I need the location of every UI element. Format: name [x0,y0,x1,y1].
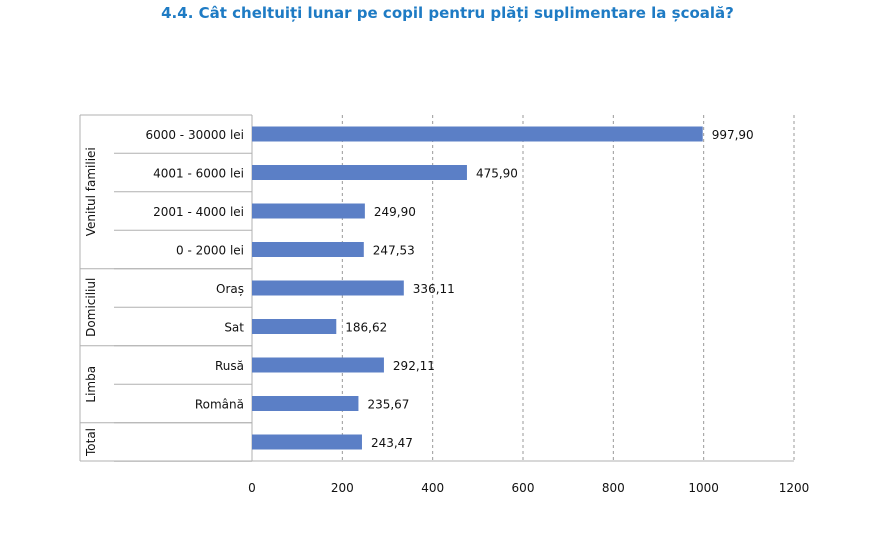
bar [252,242,364,257]
data-label: 247,53 [372,243,415,258]
data-label: 292,11 [392,359,435,373]
x-tick-label: 1000 [688,481,719,495]
bar [252,396,358,411]
bar [252,435,362,450]
bar [252,319,336,334]
bar [252,127,703,142]
data-label: 235,67 [367,397,410,412]
bar [252,204,365,219]
category-label: 0 - 2000 lei [176,243,244,258]
data-label: 336,11 [412,282,455,296]
data-label: 243,47 [370,436,413,450]
bar [252,165,467,180]
group-label: Venitul familiei [84,147,98,237]
labels [84,128,809,495]
x-tick-label: 1200 [778,481,810,495]
x-tick-label: 400 [421,481,445,495]
group-label: Total [84,427,98,457]
data-label: 186,62 [345,320,388,335]
category-label: 6000 - 30000 lei [145,128,244,142]
group-label: Domiciliul [84,277,98,337]
category-label: 4001 - 6000 lei [153,166,244,181]
category-label: Oraș [216,282,244,296]
category-label: Română [194,397,244,412]
x-tick-label: 800 [601,481,625,495]
x-tick-label: 0 [248,481,256,495]
data-label: 249,90 [373,205,416,219]
category-label: Rusă [214,359,244,373]
chart-title: 4.4. Cât cheltuiți lunar pe copil pentru plăți suplimentare la școală? [161,4,734,22]
data-label: 997,90 [711,128,754,142]
bar [252,281,404,296]
data-label: 475,90 [475,166,518,181]
category-label: Sat [224,320,244,335]
bar [252,358,384,373]
group-label: Limba [84,365,98,403]
x-tick-label: 600 [511,481,535,495]
x-tick-label: 200 [330,481,354,495]
category-label: 2001 - 4000 lei [153,205,244,219]
